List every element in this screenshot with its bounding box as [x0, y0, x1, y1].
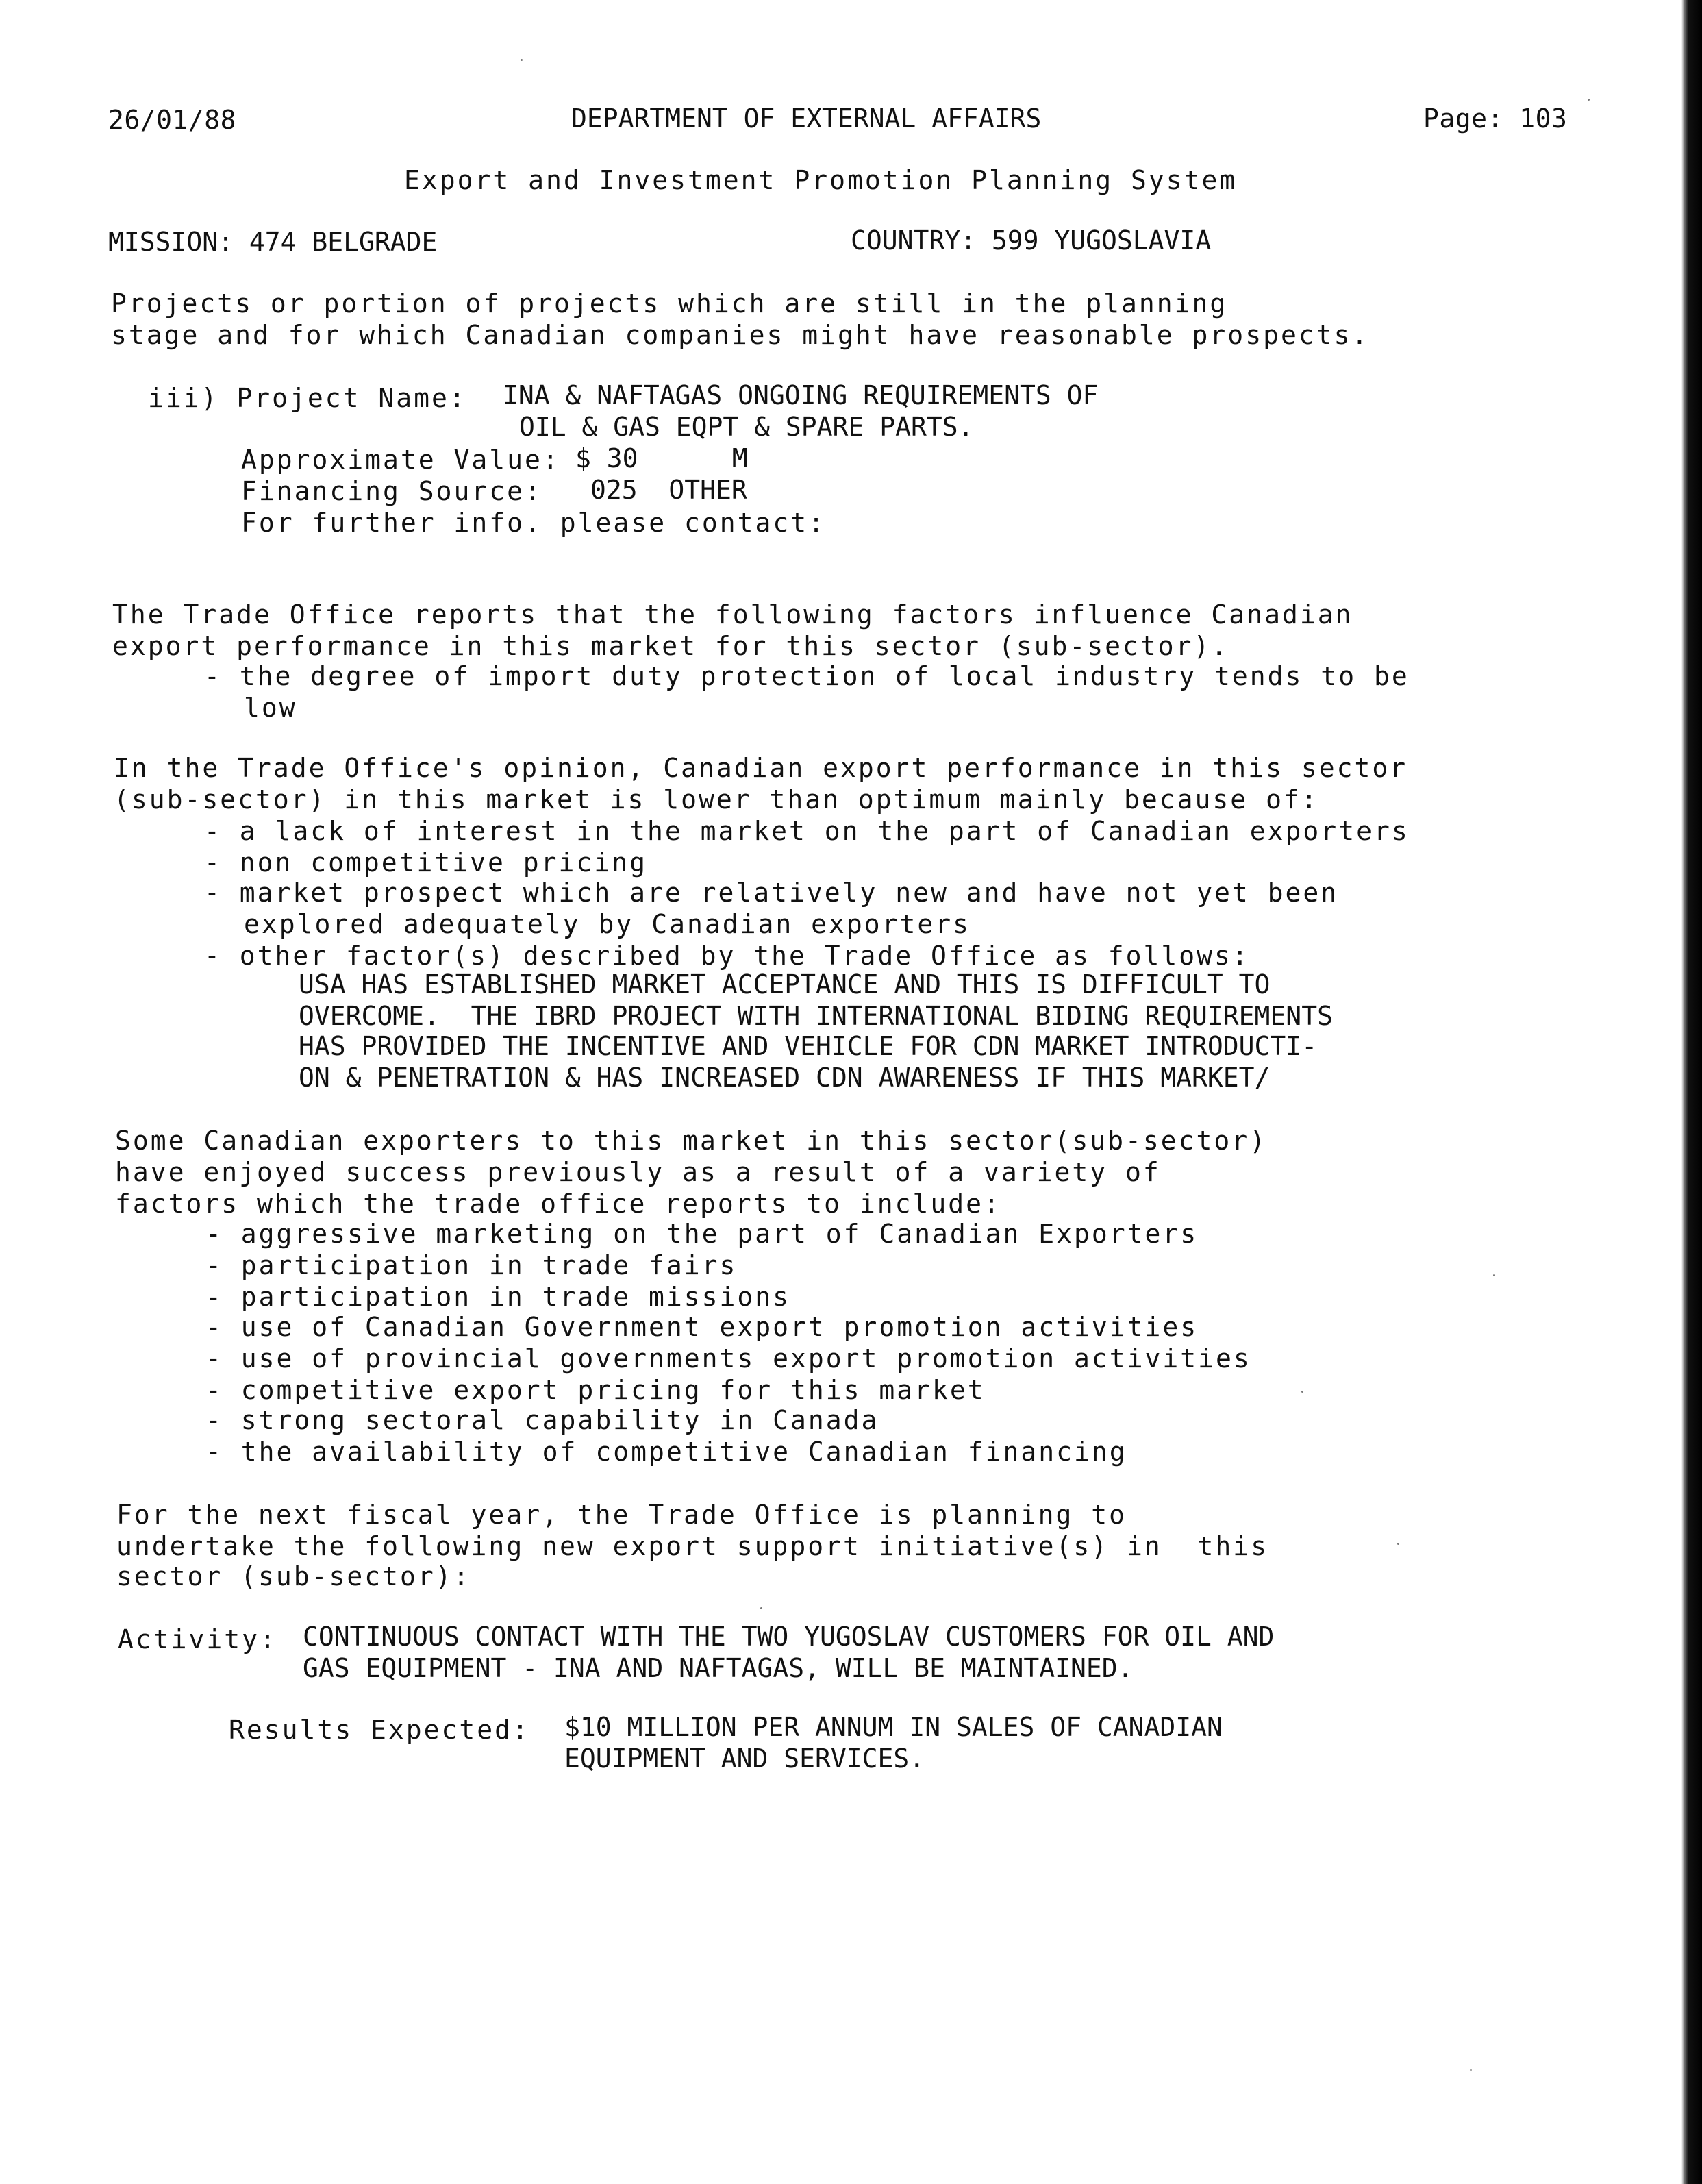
- activity-label: Activity:: [118, 1624, 277, 1654]
- projects-intro-line: stage and for which Canadian companies might have reasonable prospects.: [111, 320, 1370, 350]
- success-intro-line: have enjoyed success previously as a result of a variety of: [115, 1157, 1161, 1187]
- success-item: - use of provincial governments export promotion activities: [205, 1343, 1251, 1374]
- approximate-value: $ 30 M: [575, 443, 748, 473]
- success-intro-line: Some Canadian exporters to this market in this sector(sub-sector): [115, 1126, 1268, 1156]
- success-intro-line: factors which the trade office reports to include:: [115, 1189, 1001, 1219]
- success-item: - aggressive marketing on the part of Canadian Exporters: [205, 1219, 1199, 1249]
- next-year-intro-line: For the next fiscal year, the Trade Office is planning to: [116, 1500, 1127, 1530]
- scan-edge-shadow: [1681, 0, 1702, 2184]
- success-item: - competitive export pricing for this market: [205, 1375, 986, 1405]
- activity-line: GAS EQUIPMENT - INA AND NAFTAGAS, WILL BE MAINTAINED.: [303, 1653, 1134, 1683]
- report-date: 26/01/88: [108, 105, 237, 135]
- project-name-line: INA & NAFTAGAS ONGOING REQUIREMENTS OF: [503, 380, 1099, 410]
- factor-item: low: [244, 693, 297, 723]
- financing-source-label: Financing Source:: [241, 476, 542, 506]
- financing-source: 025 OTHER: [590, 475, 747, 505]
- mission-line: MISSION: 474 BELGRADE: [108, 227, 438, 257]
- project-name-line: OIL & GAS EQPT & SPARE PARTS.: [519, 412, 974, 442]
- opinion-intro-line: In the Trade Office's opinion, Canadian export performance in this sector: [114, 753, 1408, 783]
- activity-line: CONTINUOUS CONTACT WITH THE TWO YUGOSLAV CUSTOMERS FOR OIL AND: [303, 1622, 1275, 1652]
- system-title: Export and Investment Promotion Planning System: [404, 165, 1238, 195]
- results-label: Results Expected:: [229, 1715, 530, 1745]
- projects-intro-line: Projects or portion of projects which are still in the planning: [111, 288, 1228, 319]
- results-line: EQUIPMENT AND SERVICES.: [564, 1744, 925, 1774]
- success-item: - strong sectoral capability in Canada: [205, 1405, 879, 1435]
- success-item: - participation in trade missions: [205, 1282, 790, 1312]
- factors-intro-line: export performance in this market for this sector (sub-sector).: [112, 631, 1229, 661]
- project-name-label: iii) Project Name:: [148, 383, 467, 413]
- other-factor-line: ON & PENETRATION & HAS INCREASED CDN AWARENESS IF THIS MARKET/: [299, 1063, 1271, 1093]
- opinion-intro-line: (sub-sector) in this market is lower than optimum mainly because of:: [114, 784, 1319, 815]
- opinion-item: - other factor(s) described by the Trade Office as follows:: [204, 941, 1250, 971]
- contact-line: For further info. please contact:: [241, 508, 826, 538]
- opinion-item: - non competitive pricing: [204, 847, 647, 878]
- other-factor-line: USA HAS ESTABLISHED MARKET ACCEPTANCE AND THIS IS DIFFICULT TO: [299, 969, 1271, 1000]
- country-line: COUNTRY: 599 YUGOSLAVIA: [851, 225, 1212, 256]
- results-line: $10 MILLION PER ANNUM IN SALES OF CANADIAN: [564, 1712, 1223, 1742]
- next-year-intro-line: undertake the following new export support initiative(s) in this: [116, 1531, 1269, 1561]
- other-factor-line: OVERCOME. THE IBRD PROJECT WITH INTERNATIONAL BIDING REQUIREMENTS: [299, 1001, 1333, 1031]
- factors-intro-line: The Trade Office reports that the following factors influence Canadian: [112, 599, 1353, 630]
- next-year-intro-line: sector (sub-sector):: [116, 1561, 471, 1591]
- success-item: - participation in trade fairs: [205, 1250, 738, 1280]
- page-number: Page: 103: [1423, 103, 1568, 134]
- department-title: DEPARTMENT OF EXTERNAL AFFAIRS: [571, 103, 1042, 134]
- factor-item: - the degree of import duty protection of local industry tends to be: [204, 661, 1410, 691]
- other-factor-line: HAS PROVIDED THE INCENTIVE AND VEHICLE FOR CDN MARKET INTRODUCTI-: [299, 1031, 1318, 1061]
- opinion-item: - market prospect which are relatively new and have not yet been: [204, 878, 1339, 908]
- approximate-value-label: Approximate Value:: [241, 445, 560, 475]
- success-item: - the availability of competitive Canadian financing: [205, 1437, 1127, 1467]
- success-item: - use of Canadian Government export promotion activities: [205, 1312, 1199, 1342]
- opinion-item: - a lack of interest in the market on the part of Canadian exporters: [204, 816, 1410, 846]
- opinion-item: explored adequately by Canadian exporters: [244, 909, 971, 939]
